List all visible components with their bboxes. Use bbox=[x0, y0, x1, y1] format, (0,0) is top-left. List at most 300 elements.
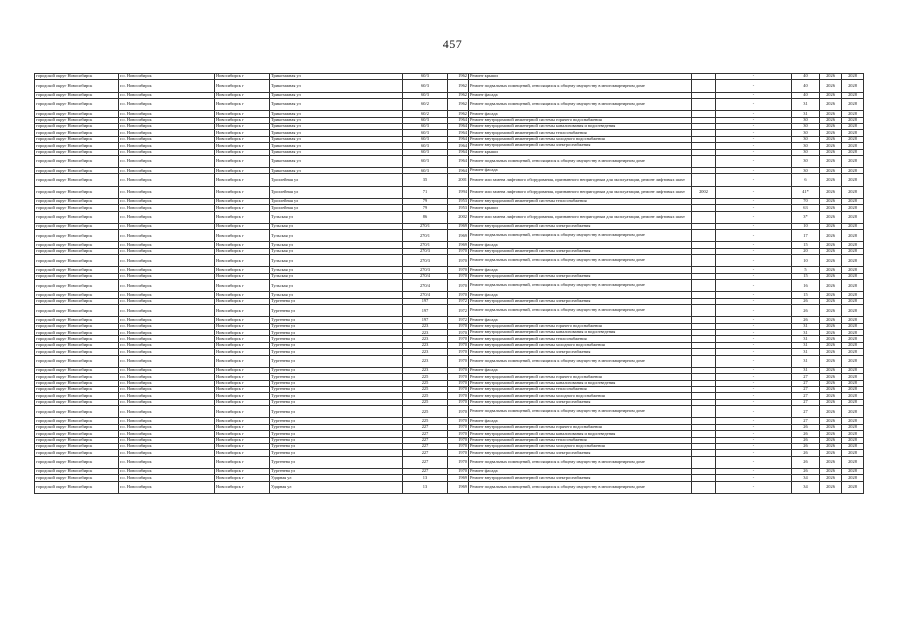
municipality-cell: городской округ Новосибирск bbox=[35, 205, 119, 211]
house-number-cell: 227 bbox=[403, 437, 448, 443]
house-number-cell: 270/1 bbox=[403, 242, 448, 248]
end-year-cell: 2028 bbox=[842, 273, 864, 279]
extra-year-cell bbox=[692, 280, 716, 292]
dash-cell: - bbox=[716, 418, 792, 424]
city-cell: Новосибирск г bbox=[215, 367, 270, 373]
work-type-cell: Ремонт внутридомовой инженерной системы холодного водоснабжения bbox=[469, 342, 692, 348]
work-type-cell: Ремонт фасада bbox=[469, 468, 692, 474]
street-cell: Трикотажная ул bbox=[270, 117, 403, 123]
build-year-cell: 1970 bbox=[448, 418, 469, 424]
start-year-cell: 2026 bbox=[820, 92, 842, 98]
value-cell: 27 bbox=[792, 418, 820, 424]
work-type-cell: Ремонт фасада bbox=[469, 92, 692, 98]
dash-cell: - bbox=[716, 305, 792, 317]
value-cell: 20 bbox=[792, 248, 820, 254]
value-cell: 40 bbox=[792, 74, 820, 80]
municipality-cell: городской округ Новосибирск bbox=[35, 155, 119, 167]
value-cell: 27 bbox=[792, 393, 820, 399]
build-year-cell: 1970 bbox=[448, 267, 469, 273]
house-number-cell: 270/4 bbox=[403, 280, 448, 292]
house-number-cell: 223 bbox=[403, 336, 448, 342]
city-cell: Новосибирск г bbox=[215, 123, 270, 129]
work-type-cell: Ремонт или замена лифтового оборудования, признанного непригодным для эксплуатации, ремонт лифтовых шахт bbox=[469, 174, 692, 186]
extra-year-cell bbox=[692, 155, 716, 167]
build-year-cell: 1962 bbox=[448, 74, 469, 80]
house-number-cell: 227 bbox=[403, 431, 448, 437]
build-year-cell: 1970 bbox=[448, 424, 469, 430]
value-cell: 15 bbox=[792, 242, 820, 248]
end-year-cell: 2028 bbox=[842, 198, 864, 204]
table-row bbox=[35, 211, 864, 223]
build-year-cell: 2001 bbox=[448, 174, 469, 186]
build-year-cell: 1969 bbox=[448, 230, 469, 242]
work-type-cell: Ремонт подвальных помещений, относящихся к общему имуществу в многоквартирном доме bbox=[469, 481, 692, 493]
municipality-cell: городской округ Новосибирск bbox=[35, 149, 119, 155]
end-year-cell: 2028 bbox=[842, 92, 864, 98]
settlement-cell: г.о. Новосибирск bbox=[119, 74, 215, 80]
dash-cell: - bbox=[716, 98, 792, 110]
dash-cell: - bbox=[716, 155, 792, 167]
street-cell: Тургенева ул bbox=[270, 437, 403, 443]
work-type-cell: Ремонт подвальных помещений, относящихся к общему имуществу в многоквартирном доме bbox=[469, 230, 692, 242]
settlement-cell: г.о. Новосибирск bbox=[119, 143, 215, 149]
extra-year-cell bbox=[692, 80, 716, 92]
start-year-cell: 2026 bbox=[820, 431, 842, 437]
end-year-cell: 2028 bbox=[842, 349, 864, 355]
settlement-cell: г.о. Новосибирск bbox=[119, 437, 215, 443]
city-cell: Новосибирск г bbox=[215, 424, 270, 430]
dash-cell: - bbox=[716, 456, 792, 468]
settlement-cell: г.о. Новосибирск bbox=[119, 168, 215, 174]
street-cell: Трикотажная ул bbox=[270, 92, 403, 98]
end-year-cell: 2028 bbox=[842, 393, 864, 399]
end-year-cell: 2028 bbox=[842, 380, 864, 386]
end-year-cell: 2028 bbox=[842, 481, 864, 493]
city-cell: Новосибирск г bbox=[215, 168, 270, 174]
work-type-cell: Ремонт внутридомовой инженерной системы холодного водоснабжения bbox=[469, 393, 692, 399]
municipality-cell: городской округ Новосибирск bbox=[35, 242, 119, 248]
value-cell: 26 bbox=[792, 424, 820, 430]
build-year-cell: 1970 bbox=[448, 349, 469, 355]
table-row bbox=[35, 255, 864, 267]
work-type-cell: Ремонт фасада bbox=[469, 292, 692, 298]
extra-year-cell bbox=[692, 98, 716, 110]
start-year-cell: 2026 bbox=[820, 437, 842, 443]
settlement-cell: г.о. Новосибирск bbox=[119, 280, 215, 292]
start-year-cell: 2026 bbox=[820, 174, 842, 186]
dash-cell: - bbox=[716, 330, 792, 336]
start-year-cell: 2026 bbox=[820, 406, 842, 418]
start-year-cell: 2026 bbox=[820, 349, 842, 355]
settlement-cell: г.о. Новосибирск bbox=[119, 342, 215, 348]
municipality-cell: городской округ Новосибирск bbox=[35, 393, 119, 399]
city-cell: Новосибирск г bbox=[215, 155, 270, 167]
build-year-cell: 2002 bbox=[448, 211, 469, 223]
municipality-cell: городской округ Новосибирск bbox=[35, 298, 119, 304]
build-year-cell: 1970 bbox=[448, 273, 469, 279]
start-year-cell: 2026 bbox=[820, 155, 842, 167]
end-year-cell: 2028 bbox=[842, 431, 864, 437]
build-year-cell: 1964 bbox=[448, 130, 469, 136]
build-year-cell: 1970 bbox=[448, 380, 469, 386]
city-cell: Новосибирск г bbox=[215, 355, 270, 367]
city-cell: Новосибирск г bbox=[215, 292, 270, 298]
municipality-cell: городской округ Новосибирск bbox=[35, 330, 119, 336]
settlement-cell: г.о. Новосибирск bbox=[119, 267, 215, 273]
end-year-cell: 2028 bbox=[842, 399, 864, 405]
settlement-cell: г.о. Новосибирск bbox=[119, 149, 215, 155]
work-type-cell: Ремонт внутридомовой инженерной системы горячего водоснабжения bbox=[469, 117, 692, 123]
settlement-cell: г.о. Новосибирск bbox=[119, 374, 215, 380]
value-cell: 27 bbox=[792, 399, 820, 405]
dash-cell: - bbox=[716, 273, 792, 279]
municipality-cell: городской округ Новосибирск bbox=[35, 111, 119, 117]
dash-cell: - bbox=[716, 242, 792, 248]
page-number: 457 bbox=[442, 37, 463, 51]
end-year-cell: 2028 bbox=[842, 248, 864, 254]
dash-cell: - bbox=[716, 149, 792, 155]
value-cell: 30 bbox=[792, 149, 820, 155]
municipality-cell: городской округ Новосибирск bbox=[35, 92, 119, 98]
dash-cell: - bbox=[716, 475, 792, 481]
settlement-cell: г.о. Новосибирск bbox=[119, 230, 215, 242]
municipality-cell: городской округ Новосибирск bbox=[35, 437, 119, 443]
municipality-cell: городской округ Новосибирск bbox=[35, 367, 119, 373]
street-cell: Тургенева ул bbox=[270, 468, 403, 474]
build-year-cell: 1970 bbox=[448, 437, 469, 443]
build-year-cell: 1970 bbox=[448, 399, 469, 405]
dash-cell: - bbox=[716, 374, 792, 380]
start-year-cell: 2026 bbox=[820, 443, 842, 449]
build-year-cell: 1970 bbox=[448, 456, 469, 468]
end-year-cell: 2028 bbox=[842, 443, 864, 449]
value-cell: 34 bbox=[792, 481, 820, 493]
work-type-cell: Ремонт подвальных помещений, относящихся к общему имуществу в многоквартирном доме bbox=[469, 155, 692, 167]
dash-cell: - bbox=[716, 223, 792, 229]
municipality-cell: городской округ Новосибирск bbox=[35, 80, 119, 92]
street-cell: Тургенева ул bbox=[270, 456, 403, 468]
work-type-cell: Ремонт или замена лифтового оборудования, признанного непригодным для эксплуатации, ремонт лифтовых шахт bbox=[469, 186, 692, 198]
house-number-cell: 270/3 bbox=[403, 248, 448, 254]
start-year-cell: 2026 bbox=[820, 450, 842, 456]
table-row bbox=[35, 355, 864, 367]
build-year-cell: 1970 bbox=[448, 342, 469, 348]
extra-year-cell bbox=[692, 456, 716, 468]
house-number-cell: 60/3 bbox=[403, 130, 448, 136]
house-number-cell: 225 bbox=[403, 393, 448, 399]
municipality-cell: городской округ Новосибирск bbox=[35, 168, 119, 174]
work-type-cell: Ремонт подвальных помещений, относящихся к общему имуществу в многоквартирном доме bbox=[469, 280, 692, 292]
settlement-cell: г.о. Новосибирск bbox=[119, 443, 215, 449]
municipality-cell: городской округ Новосибирск bbox=[35, 223, 119, 229]
settlement-cell: г.о. Новосибирск bbox=[119, 92, 215, 98]
house-number-cell: 227 bbox=[403, 468, 448, 474]
value-cell: 26 bbox=[792, 450, 820, 456]
house-number-cell: 197 bbox=[403, 317, 448, 323]
end-year-cell: 2028 bbox=[842, 155, 864, 167]
house-number-cell: 60/3 bbox=[403, 123, 448, 129]
build-year-cell: 1970 bbox=[448, 443, 469, 449]
city-cell: Новосибирск г bbox=[215, 437, 270, 443]
city-cell: Новосибирск г bbox=[215, 317, 270, 323]
house-number-cell: 60/3 bbox=[403, 117, 448, 123]
end-year-cell: 2028 bbox=[842, 374, 864, 380]
city-cell: Новосибирск г bbox=[215, 223, 270, 229]
start-year-cell: 2026 bbox=[820, 255, 842, 267]
build-year-cell: 1970 bbox=[448, 248, 469, 254]
value-cell: 31 bbox=[792, 367, 820, 373]
value-cell: 30 bbox=[792, 123, 820, 129]
street-cell: Тульская ул bbox=[270, 292, 403, 298]
house-number-cell: 270/1 bbox=[403, 230, 448, 242]
house-number-cell: 227 bbox=[403, 424, 448, 430]
municipality-cell: городской округ Новосибирск bbox=[35, 280, 119, 292]
house-number-cell: 270/4 bbox=[403, 292, 448, 298]
street-cell: Тургенева ул bbox=[270, 367, 403, 373]
work-type-cell: Ремонт внутридомовой инженерной системы электроснабжения bbox=[469, 273, 692, 279]
municipality-cell: городской округ Новосибирск bbox=[35, 117, 119, 123]
build-year-cell: 1953 bbox=[448, 198, 469, 204]
work-type-cell: Ремонт внутридомовой инженерной системы горячего водоснабжения bbox=[469, 374, 692, 380]
end-year-cell: 2028 bbox=[842, 424, 864, 430]
value-cell: 30 bbox=[792, 143, 820, 149]
work-type-cell: Ремонт внутридомовой инженерной системы горячего водоснабжения bbox=[469, 424, 692, 430]
work-type-cell: Ремонт внутридомовой инженерной системы электроснабжения bbox=[469, 248, 692, 254]
settlement-cell: г.о. Новосибирск bbox=[119, 292, 215, 298]
street-cell: Тургенева ул bbox=[270, 374, 403, 380]
work-type-cell: Ремонт внутридомовой инженерной системы канализования и водоотведения bbox=[469, 380, 692, 386]
municipality-cell: городской округ Новосибирск bbox=[35, 323, 119, 329]
end-year-cell: 2028 bbox=[842, 292, 864, 298]
work-type-cell: Ремонт внутридомовой инженерной системы электроснабжения bbox=[469, 349, 692, 355]
work-type-cell: Ремонт фасада bbox=[469, 267, 692, 273]
start-year-cell: 2026 bbox=[820, 317, 842, 323]
municipality-cell: городской округ Новосибирск bbox=[35, 336, 119, 342]
dash-cell: - bbox=[716, 355, 792, 367]
value-cell: 34 bbox=[792, 475, 820, 481]
street-cell: Тульская ул bbox=[270, 267, 403, 273]
street-cell: Тульская ул bbox=[270, 280, 403, 292]
dash-cell: - bbox=[716, 198, 792, 204]
dash-cell: - bbox=[716, 280, 792, 292]
end-year-cell: 2028 bbox=[842, 186, 864, 198]
build-year-cell: 1972 bbox=[448, 317, 469, 323]
end-year-cell: 2028 bbox=[842, 223, 864, 229]
build-year-cell: 1964 bbox=[448, 168, 469, 174]
street-cell: Троллейная ул bbox=[270, 205, 403, 211]
end-year-cell: 2028 bbox=[842, 111, 864, 117]
end-year-cell: 2028 bbox=[842, 367, 864, 373]
table-row bbox=[35, 456, 864, 468]
settlement-cell: г.о. Новосибирск bbox=[119, 130, 215, 136]
end-year-cell: 2028 bbox=[842, 305, 864, 317]
build-year-cell: 1964 bbox=[448, 123, 469, 129]
extra-year-cell: 2002 bbox=[692, 186, 716, 198]
municipality-cell: городской округ Новосибирск bbox=[35, 342, 119, 348]
dash-cell: - bbox=[716, 230, 792, 242]
settlement-cell: г.о. Новосибирск bbox=[119, 406, 215, 418]
work-type-cell: Ремонт крыши bbox=[469, 205, 692, 211]
city-cell: Новосибирск г bbox=[215, 468, 270, 474]
city-cell: Новосибирск г bbox=[215, 174, 270, 186]
settlement-cell: г.о. Новосибирск bbox=[119, 205, 215, 211]
street-cell: Тургенева ул bbox=[270, 317, 403, 323]
settlement-cell: г.о. Новосибирск bbox=[119, 317, 215, 323]
house-number-cell: 225 bbox=[403, 418, 448, 424]
city-cell: Новосибирск г bbox=[215, 98, 270, 110]
start-year-cell: 2026 bbox=[820, 380, 842, 386]
table-row bbox=[35, 186, 864, 198]
settlement-cell: г.о. Новосибирск bbox=[119, 393, 215, 399]
municipality-cell: городской округ Новосибирск bbox=[35, 248, 119, 254]
dash-cell: - bbox=[716, 367, 792, 373]
settlement-cell: г.о. Новосибирск bbox=[119, 323, 215, 329]
house-number-cell: 225 bbox=[403, 406, 448, 418]
street-cell: Трикотажная ул bbox=[270, 130, 403, 136]
dash-cell: - bbox=[716, 248, 792, 254]
city-cell: Новосибирск г bbox=[215, 342, 270, 348]
house-number-cell: 223 bbox=[403, 355, 448, 367]
municipality-cell: городской округ Новосибирск bbox=[35, 399, 119, 405]
value-cell: 31 bbox=[792, 323, 820, 329]
municipality-cell: городской округ Новосибирск bbox=[35, 468, 119, 474]
house-number-cell: 223 bbox=[403, 330, 448, 336]
city-cell: Новосибирск г bbox=[215, 418, 270, 424]
end-year-cell: 2028 bbox=[842, 174, 864, 186]
settlement-cell: г.о. Новосибирск bbox=[119, 387, 215, 393]
build-year-cell: 1970 bbox=[448, 355, 469, 367]
end-year-cell: 2028 bbox=[842, 80, 864, 92]
start-year-cell: 2026 bbox=[820, 130, 842, 136]
street-cell: Тургенева ул bbox=[270, 387, 403, 393]
value-cell: 26 bbox=[792, 437, 820, 443]
dash-cell: - bbox=[716, 123, 792, 129]
build-year-cell: 1969 bbox=[448, 481, 469, 493]
end-year-cell: 2028 bbox=[842, 211, 864, 223]
build-year-cell: 1962 bbox=[448, 98, 469, 110]
start-year-cell: 2026 bbox=[820, 273, 842, 279]
city-cell: Новосибирск г bbox=[215, 431, 270, 437]
municipality-cell: городской округ Новосибирск bbox=[35, 123, 119, 129]
end-year-cell: 2028 bbox=[842, 255, 864, 267]
city-cell: Новосибирск г bbox=[215, 92, 270, 98]
work-type-cell: Ремонт внутридомовой инженерной системы холодного водоснабжения bbox=[469, 136, 692, 142]
street-cell: Тургенева ул bbox=[270, 355, 403, 367]
street-cell: Троллейная ул bbox=[270, 174, 403, 186]
city-cell: Новосибирск г bbox=[215, 456, 270, 468]
start-year-cell: 2026 bbox=[820, 367, 842, 373]
dash-cell: - bbox=[716, 80, 792, 92]
start-year-cell: 2026 bbox=[820, 136, 842, 142]
start-year-cell: 2026 bbox=[820, 248, 842, 254]
city-cell: Новосибирск г bbox=[215, 267, 270, 273]
end-year-cell: 2028 bbox=[842, 387, 864, 393]
dash-cell: - bbox=[716, 406, 792, 418]
dash-cell: - bbox=[716, 117, 792, 123]
municipality-cell: городской округ Новосибирск bbox=[35, 380, 119, 386]
value-cell: 17 bbox=[792, 230, 820, 242]
start-year-cell: 2026 bbox=[820, 468, 842, 474]
city-cell: Новосибирск г bbox=[215, 323, 270, 329]
value-cell: 31 bbox=[792, 355, 820, 367]
dash-cell: - bbox=[716, 267, 792, 273]
value-cell: 10 bbox=[792, 255, 820, 267]
end-year-cell: 2028 bbox=[842, 74, 864, 80]
build-year-cell: 1964 bbox=[448, 117, 469, 123]
work-type-cell: Ремонт подвальных помещений, относящихся к общему имуществу в многоквартирном доме bbox=[469, 305, 692, 317]
work-type-cell: Ремонт внутридомовой инженерной системы электроснабжения bbox=[469, 450, 692, 456]
municipality-cell: городской округ Новосибирск bbox=[35, 186, 119, 198]
street-cell: Тургенева ул bbox=[270, 443, 403, 449]
value-cell: 26 bbox=[792, 298, 820, 304]
value-cell: 70 bbox=[792, 198, 820, 204]
house-number-cell: 60/3 bbox=[403, 80, 448, 92]
value-cell: 27 bbox=[792, 387, 820, 393]
street-cell: Тургенева ул bbox=[270, 336, 403, 342]
house-number-cell: 225 bbox=[403, 399, 448, 405]
settlement-cell: г.о. Новосибирск bbox=[119, 349, 215, 355]
dash-cell: - bbox=[716, 387, 792, 393]
start-year-cell: 2026 bbox=[820, 481, 842, 493]
house-number-cell: 270/4 bbox=[403, 273, 448, 279]
city-cell: Новосибирск г bbox=[215, 198, 270, 204]
municipality-cell: городской округ Новосибирск bbox=[35, 136, 119, 142]
street-cell: Тургенева ул bbox=[270, 330, 403, 336]
end-year-cell: 2028 bbox=[842, 280, 864, 292]
dash-cell: - bbox=[716, 342, 792, 348]
city-cell: Новосибирск г bbox=[215, 399, 270, 405]
house-number-cell: 60/3 bbox=[403, 168, 448, 174]
work-type-cell: Ремонт внутридомовой инженерной системы теплоснабжения bbox=[469, 336, 692, 342]
city-cell: Новосибирск г bbox=[215, 330, 270, 336]
value-cell: 26 bbox=[792, 431, 820, 437]
work-type-cell: Ремонт крыши bbox=[469, 149, 692, 155]
settlement-cell: г.о. Новосибирск bbox=[119, 211, 215, 223]
house-number-cell: 227 bbox=[403, 443, 448, 449]
dash-cell: - bbox=[716, 380, 792, 386]
city-cell: Новосибирск г bbox=[215, 205, 270, 211]
street-cell: Тургенева ул bbox=[270, 450, 403, 456]
dash-cell: - bbox=[716, 431, 792, 437]
house-number-cell: 13 bbox=[403, 475, 448, 481]
settlement-cell: г.о. Новосибирск bbox=[119, 380, 215, 386]
city-cell: Новосибирск г bbox=[215, 305, 270, 317]
street-cell: Трикотажная ул bbox=[270, 155, 403, 167]
build-year-cell: 1970 bbox=[448, 468, 469, 474]
start-year-cell: 2026 bbox=[820, 98, 842, 110]
street-cell: Тульская ул bbox=[270, 255, 403, 267]
city-cell: Новосибирск г bbox=[215, 481, 270, 493]
start-year-cell: 2026 bbox=[820, 330, 842, 336]
value-cell: 30 bbox=[792, 136, 820, 142]
city-cell: Новосибирск г bbox=[215, 230, 270, 242]
street-cell: Тургенева ул bbox=[270, 323, 403, 329]
build-year-cell: 1969 bbox=[448, 242, 469, 248]
extra-year-cell bbox=[692, 305, 716, 317]
work-type-cell: Ремонт внутридомовой инженерной системы электроснабжения bbox=[469, 143, 692, 149]
start-year-cell: 2026 bbox=[820, 242, 842, 248]
house-number-cell: 270/3 bbox=[403, 255, 448, 267]
value-cell: 16 bbox=[792, 280, 820, 292]
end-year-cell: 2028 bbox=[842, 336, 864, 342]
value-cell: 10 bbox=[792, 223, 820, 229]
dash-cell: - bbox=[716, 481, 792, 493]
house-number-cell: 60/3 bbox=[403, 74, 448, 80]
settlement-cell: г.о. Новосибирск bbox=[119, 136, 215, 142]
city-cell: Новосибирск г bbox=[215, 242, 270, 248]
city-cell: Новосибирск г bbox=[215, 255, 270, 267]
end-year-cell: 2028 bbox=[842, 456, 864, 468]
